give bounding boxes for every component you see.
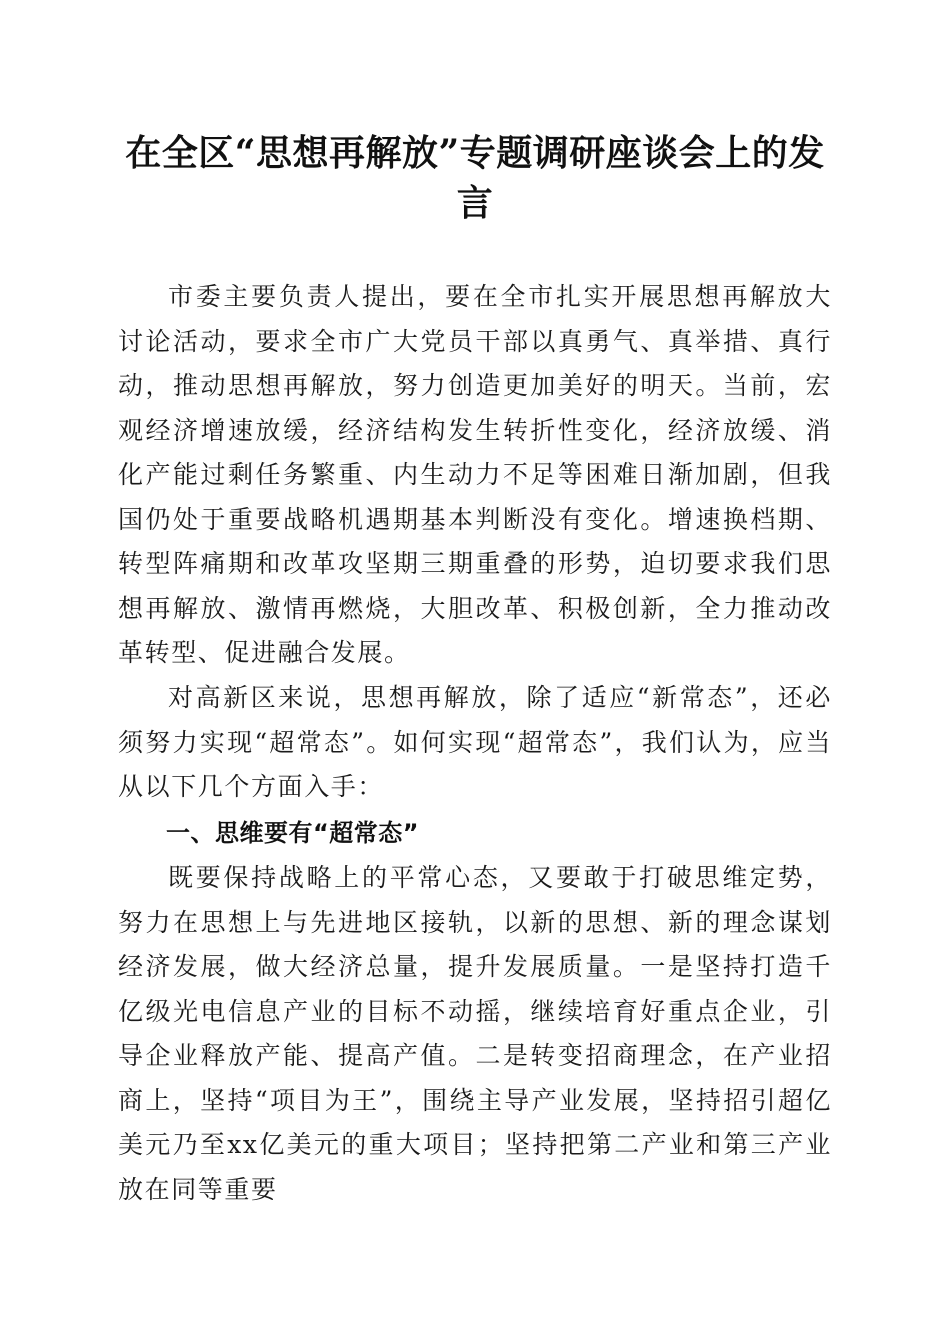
paragraph-high-tech-zone: 对高新区来说，思想再解放，除了适应“新常态”，还必须努力实现“超常态”。如何实现“超常态”，我们认为，应当从以下几个方面入手：: [118, 683, 832, 801]
section-heading-thinking: 一、思维要有“超常态”: [166, 819, 420, 847]
paragraph-intro: 市委主要负责人提出，要在全市扎实开展思想再解放大讨论活动，要求全市广大党员干部以真勇气、真举措、真行动，推动思想再解放，努力创造更加美好的明天。当前，宏观经济增速放缓，经济结构发生转折性变化，经济放缓、消化产能过剩任务繁重、内生动力不足等困难日渐加剧，但我国仍处于重要战略机遇期基本判断没有变化。增速换档期、转型阵痛期和改革攻坚期三期重叠的形势，迫切要求我们思想再解放、激情再燃烧，大胆改革、积极创新，全力推动改革转型、促进融合发展。: [118, 282, 832, 667]
document-title: 在全区“思想再解放”专题调研座谈会上的发言: [125, 132, 825, 224]
paragraph-thinking: 既要保持战略上的平常心态，又要敢于打破思维定势，努力在思想上与先进地区接轨，以新的思想、新的理念谋划经济发展，做大经济总量，提升发展质量。一是坚持打造千亿级光电信息产业的目标不动摇，继续培育好重点企业，引导企业释放产能、提高产值。二是转变招商理念，在产业招商上，坚持“项目为王”，围绕主导产业发展，坚持招引超亿美元乃至xx亿美元的重大项目；坚持把第二产业和第三产业放在同等重要: [118, 863, 832, 1204]
